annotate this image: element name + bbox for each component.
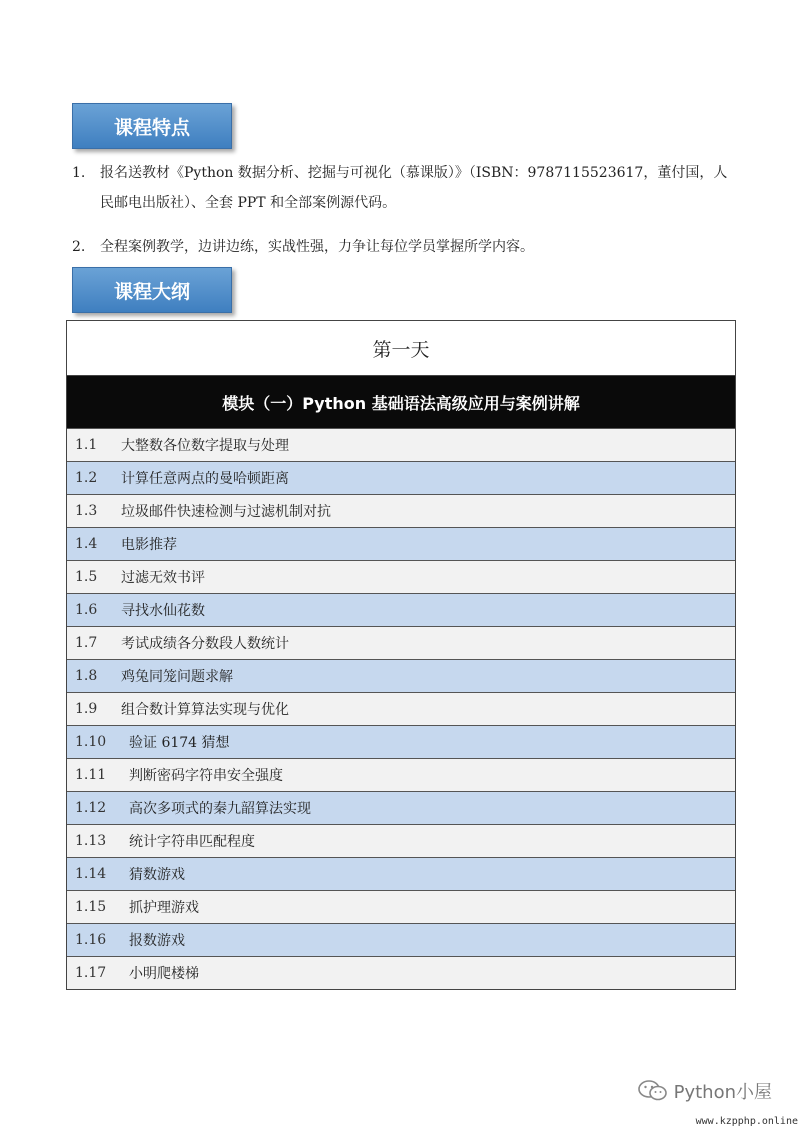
table-row <box>67 956 735 989</box>
table-row <box>67 791 735 824</box>
table-row <box>67 626 735 659</box>
row-title: 统计字符串匹配程度 <box>129 834 255 850</box>
day-header: 第一天 <box>67 321 735 376</box>
feature-text: 报名送教材《Python 数据分析、挖掘与可视化（慕课版）》（ISBN：9787115523617，董付国，人民邮电出版社）、全套 PPT 和全部案例源代码。 <box>100 165 728 211</box>
row-title: 大整数各位数字提取与处理 <box>121 438 289 454</box>
row-title: 小明爬楼梯 <box>129 966 199 982</box>
table-row <box>67 428 735 461</box>
table-row <box>67 659 735 692</box>
row-number: 1.16 <box>75 932 107 948</box>
row-title: 验证 6174 猜想 <box>129 735 230 751</box>
wechat-icon <box>638 1080 668 1102</box>
row-number: 1.6 <box>75 602 98 618</box>
feature-item <box>72 158 732 218</box>
row-title: 抓护理游戏 <box>129 900 199 916</box>
watermark-url: www.kzpphp.online <box>695 1116 798 1127</box>
table-row <box>67 890 735 923</box>
row-number: 1.3 <box>75 503 98 519</box>
table-row <box>67 857 735 890</box>
table-row <box>67 527 735 560</box>
row-title: 电影推荐 <box>121 537 177 553</box>
outline-rows <box>67 428 735 989</box>
feature-text: 全程案例教学，边讲边练，实战性强，力争让每位学员掌握所学内容。 <box>100 239 534 255</box>
row-number: 1.12 <box>75 800 107 816</box>
table-row <box>67 593 735 626</box>
row-number: 1.11 <box>75 767 107 783</box>
row-title: 判断密码字符串安全强度 <box>129 768 283 784</box>
table-row <box>67 692 735 725</box>
row-number: 1.13 <box>75 833 107 849</box>
table-row <box>67 824 735 857</box>
row-number: 1.8 <box>75 668 98 684</box>
watermark <box>638 1078 772 1104</box>
row-number: 1.10 <box>75 734 107 750</box>
row-number: 1.14 <box>75 866 107 882</box>
table-row <box>67 461 735 494</box>
row-title: 垃圾邮件快速检测与过滤机制对抗 <box>121 504 331 520</box>
row-number: 1.1 <box>75 437 98 453</box>
watermark-brand: Python小屋 <box>673 1082 772 1103</box>
row-title: 高次多项式的秦九韶算法实现 <box>129 801 311 817</box>
row-title: 猜数游戏 <box>129 867 185 883</box>
row-title: 寻找水仙花数 <box>121 603 205 619</box>
feature-number: 2. <box>72 239 86 255</box>
table-row <box>67 494 735 527</box>
section-title-features: 课程特点 <box>72 103 232 149</box>
section-title-outline: 课程大纲 <box>72 267 232 313</box>
table-row <box>67 560 735 593</box>
row-number: 1.2 <box>75 470 98 486</box>
feature-item <box>72 232 732 262</box>
table-row <box>67 923 735 956</box>
row-number: 1.5 <box>75 569 98 585</box>
table-row <box>67 725 735 758</box>
outline-table <box>66 320 736 990</box>
row-title: 过滤无效书评 <box>121 570 205 586</box>
row-number: 1.4 <box>75 536 98 552</box>
feature-number: 1. <box>72 165 86 181</box>
row-number: 1.7 <box>75 635 98 651</box>
row-number: 1.9 <box>75 701 98 717</box>
row-title: 鸡兔同笼问题求解 <box>121 669 233 685</box>
row-title: 组合数计算算法实现与优化 <box>121 702 289 718</box>
row-number: 1.15 <box>75 899 107 915</box>
module-header: 模块（一）Python 基础语法高级应用与案例讲解 <box>67 376 735 428</box>
row-number: 1.17 <box>75 965 107 981</box>
row-title: 报数游戏 <box>129 933 185 949</box>
table-row <box>67 758 735 791</box>
row-title: 考试成绩各分数段人数统计 <box>121 636 289 652</box>
row-title: 计算任意两点的曼哈顿距离 <box>121 471 289 487</box>
